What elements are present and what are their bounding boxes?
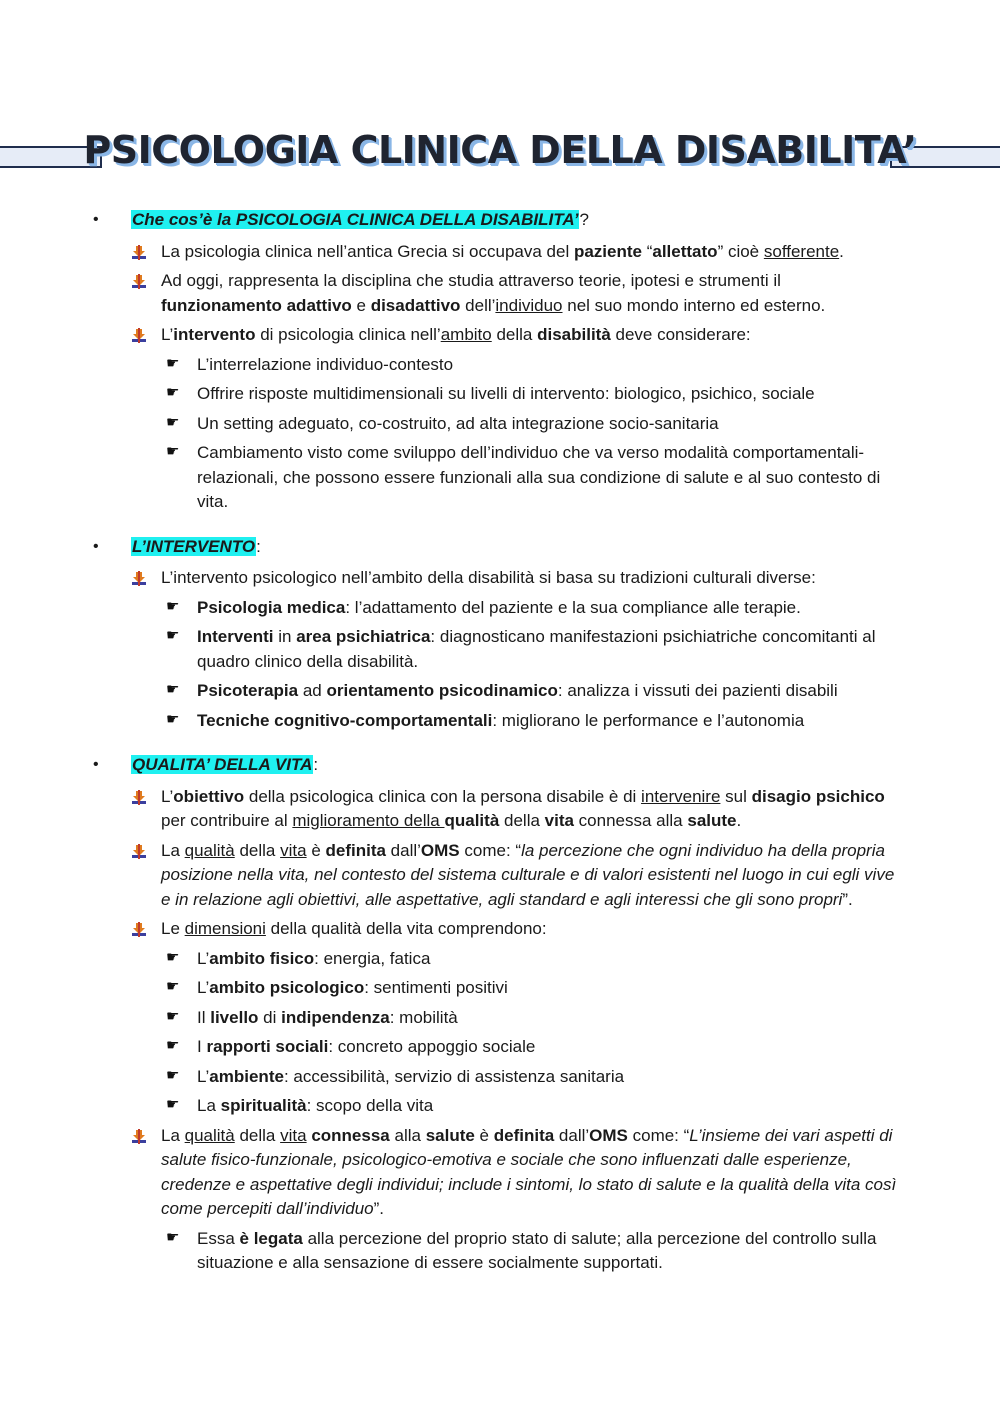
text-run: ”. (842, 889, 853, 909)
bold-text: è legata (239, 1228, 303, 1248)
pointing-hand-icon: ☛ (166, 710, 180, 728)
text-run: della (234, 840, 281, 860)
text-run: ad (298, 681, 327, 700)
bold-text: disabilità (537, 325, 611, 344)
text-run: Le (161, 919, 185, 938)
bold-text: OMS (589, 1125, 628, 1145)
bold-text: funzionamento adattivo (161, 295, 352, 315)
text-run: La psicologia clinica nell’antica Grecia si occupava del (161, 241, 574, 261)
bold-text: Psicoterapia (197, 681, 299, 700)
underlined-text: vita (280, 840, 307, 860)
text-run: “ (641, 241, 653, 261)
bold-text: Interventi (197, 627, 274, 646)
bullet-dot-icon: • (93, 211, 99, 228)
underlined-text: vita (280, 1125, 307, 1145)
text-run: connessa alla (573, 811, 688, 830)
list-item (0, 1124, 1000, 1222)
text-run: dall’ (385, 840, 421, 860)
list-item (0, 785, 1000, 834)
bold-text: livello (210, 1007, 259, 1027)
arrow-bullet-icon (131, 245, 147, 261)
list-item (0, 269, 1000, 318)
text-run: L’ (197, 1066, 210, 1086)
list-item (0, 566, 1000, 591)
sub-list-item (0, 412, 1000, 437)
section-heading (0, 208, 1000, 233)
text-run: . (839, 241, 844, 261)
text-run: alla (389, 1125, 426, 1145)
arrow-bullet-icon (131, 571, 147, 587)
text-run: L’interrelazione individuo-contesto (197, 354, 454, 374)
text-run: : energia, fatica (314, 948, 431, 968)
section (0, 208, 1000, 515)
pointing-hand-icon: ☛ (166, 627, 180, 644)
text-run: La (161, 840, 185, 860)
bold-text: Tecniche cognitivo-comportamentali (197, 710, 493, 730)
page-title: PSICOLOGIA CLINICA DELLA DISABILITA’ (83, 128, 917, 172)
text-run: . (736, 811, 742, 830)
arrow-bullet-icon (131, 274, 147, 290)
text-run: come: “ (459, 840, 522, 860)
heading-suffix: ? (579, 210, 589, 229)
sub-list-item (0, 1227, 1000, 1276)
heading-suffix: : (313, 755, 319, 774)
text-run: di (258, 1007, 282, 1027)
bold-text: OMS (420, 840, 460, 860)
bold-text: qualità (444, 811, 500, 830)
sub-list-item (0, 976, 1000, 1001)
text-run: dall’ (554, 1125, 590, 1145)
underlined-text: qualità (184, 840, 235, 860)
pointing-hand-icon: ☛ (166, 1228, 180, 1246)
bold-text: disagio psichico (751, 786, 885, 806)
text-run: della psicologica clinica con la persona disabile è di (244, 786, 642, 806)
pointing-hand-icon: ☛ (166, 1007, 180, 1025)
text-run: è (474, 1125, 494, 1145)
sub-list-item (0, 1065, 1000, 1090)
text-run: della qualità della vita comprendono: (265, 919, 547, 938)
pointing-hand-icon: ☛ (166, 978, 180, 995)
section-heading (0, 535, 1000, 560)
underlined-text: miglioramento della (292, 811, 445, 830)
text-run: : concreto appoggio sociale (328, 1037, 536, 1056)
text-run: alla percezione del proprio stato di salute; alla percezione del controllo sulla situazione e alla sensazione di essere socialmente supportati. (197, 1228, 877, 1272)
arrow-bullet-icon (131, 1129, 147, 1145)
text-run: Ad oggi, rappresenta la disciplina che studia attraverso teorie, ipotesi e strumenti il (161, 271, 781, 290)
pointing-hand-icon: ☛ (166, 597, 180, 615)
bold-text: indipendenza (281, 1007, 390, 1027)
bold-text: rapporti sociali (206, 1037, 329, 1056)
italic-quote-text: la percezione che ogni individuo ha della propria posizione nella vita, nel contesto del sistema culturale e di valori esistenti nel luogo in cui egli vive e in relazione agli obiettivi, alle aspettative, agli standard e agli interessi che gli sono propri (161, 840, 895, 909)
text-run: della (499, 811, 545, 830)
text-run: : migliorano le performance e l’autonomia (492, 710, 805, 730)
text-run: nel suo mondo interno ed esterno. (562, 295, 826, 315)
bold-text: ambito fisico (209, 948, 315, 968)
arrow-bullet-icon (131, 844, 147, 860)
underlined-text: dimensioni (184, 919, 266, 938)
text-run: è (306, 840, 326, 860)
text-run: : l’adattamento del paziente e la sua compliance alle terapie. (345, 597, 801, 617)
bold-text: salute (425, 1125, 475, 1145)
bold-text: Psicologia medica (197, 597, 346, 617)
text-run: dell’ (460, 295, 496, 315)
underlined-text: ambito (440, 325, 492, 344)
bullet-dot-icon: • (93, 537, 99, 555)
section (0, 753, 1000, 1276)
text-run: della (234, 1125, 281, 1145)
underlined-text: sofferente (763, 241, 840, 261)
text-run: per contribuire al (161, 811, 293, 830)
section-heading (0, 753, 1000, 778)
text-run: I (197, 1037, 207, 1056)
bullet-dot-icon: • (93, 756, 99, 773)
text-run: : accessibilità, servizio di assistenza sanitaria (283, 1066, 625, 1086)
text-run: L’intervento psicologico nell’ambito della disabilità si basa su tradizioni culturali diverse: (161, 568, 816, 587)
arrow-bullet-icon (131, 328, 147, 344)
sub-list-item (0, 441, 1000, 515)
text-run: della (491, 325, 538, 344)
text-run: Essa (197, 1228, 240, 1248)
heading-suffix: : (256, 536, 261, 556)
text-run: L’ (197, 948, 210, 968)
sub-list-item (0, 709, 1000, 734)
bold-text: area psichiatrica (296, 627, 431, 646)
list-item (0, 839, 1000, 913)
arrow-bullet-icon (131, 790, 147, 806)
bold-text: connessa (311, 1125, 390, 1145)
underlined-text: qualità (184, 1125, 235, 1145)
pointing-hand-icon: ☛ (166, 948, 180, 966)
bold-text: orientamento psicodinamico (326, 681, 558, 700)
pointing-hand-icon: ☛ (166, 384, 180, 401)
underlined-text: individuo (495, 295, 563, 315)
list-item (0, 323, 1000, 348)
highlighted-heading-text: L’INTERVENTO (132, 536, 256, 556)
text-run: ”. (373, 1199, 385, 1218)
bold-text: spiritualità (220, 1096, 307, 1115)
text-run: : mobilità (389, 1007, 458, 1027)
italic-quote-text: L’insieme dei vari aspetti di salute fisico-funzionale, psicologico-emotiva e sociale che sono influenzati dalle esperienze, credenze e aspettative degli individui; include i sintomi, lo stato di salute e la qualità della vita così come percepiti dall’individuo (161, 1125, 897, 1218)
bold-text: paziente (573, 241, 642, 261)
section (0, 535, 1000, 734)
sub-list-item (0, 1035, 1000, 1060)
document-body (0, 208, 1000, 1296)
text-run: L’ (161, 786, 174, 806)
text-run: di psicologia clinica nell’ (255, 325, 441, 344)
sub-list-item (0, 353, 1000, 378)
sub-list-item (0, 382, 1000, 407)
text-run: in (273, 627, 297, 646)
text-run: : diagnosticano manifestazioni psichiatriche concomitanti al quadro clinico della disabilità. (197, 627, 876, 671)
text-run: ” cioè (717, 241, 764, 261)
sub-list-item (0, 596, 1000, 621)
bold-text: salute (687, 811, 737, 830)
text-run: : scopo della vita (306, 1096, 434, 1115)
bold-text: allettato (652, 241, 718, 261)
arrow-bullet-icon (131, 922, 147, 938)
text-run: : sentimenti positivi (364, 978, 508, 997)
sub-list-item (0, 679, 1000, 704)
bold-text: disadattivo (370, 295, 461, 315)
text-run: Il (197, 1007, 211, 1027)
bold-text: obiettivo (173, 786, 245, 806)
text-run: La (161, 1125, 185, 1145)
text-run: Offrire risposte multidimensionali su livelli di intervento: biologico, psichico, sociale (197, 384, 815, 403)
pointing-hand-icon: ☛ (166, 1037, 180, 1054)
pointing-hand-icon: ☛ (166, 443, 180, 460)
text-run: : analizza i vissuti dei pazienti disabili (557, 681, 838, 700)
highlighted-heading-text: Che cos’è la PSICOLOGIA CLINICA DELLA DISABILITA’ (132, 210, 579, 229)
text-run: come: “ (627, 1125, 690, 1145)
bold-text: ambito psicologico (209, 978, 365, 997)
pointing-hand-icon: ☛ (166, 354, 180, 372)
text-run: L’ (161, 325, 174, 344)
text-run: Un setting adeguato, co-costruito, ad alta integrazione socio-sanitaria (197, 413, 719, 433)
bold-text: vita (544, 811, 574, 830)
sub-list-item (0, 947, 1000, 972)
bold-text: definita (493, 1125, 555, 1145)
pointing-hand-icon: ☛ (166, 1096, 180, 1113)
list-item (0, 240, 1000, 265)
text-run: La (197, 1096, 221, 1115)
text-run: L’ (197, 978, 210, 997)
bold-text: intervento (173, 325, 256, 344)
pointing-hand-icon: ☛ (166, 681, 180, 698)
text-run: e (351, 295, 371, 315)
pointing-hand-icon: ☛ (166, 413, 180, 431)
list-item (0, 917, 1000, 942)
text-run: deve considerare: (610, 325, 751, 344)
sub-list-item (0, 625, 1000, 674)
highlighted-heading-text: QUALITA’ DELLA VITA (132, 755, 313, 774)
bold-text: definita (325, 840, 386, 860)
text-run: Cambiamento visto come sviluppo dell’individuo che va verso modalità comportamentali-relazionali, che possono essere funzionali alla sua condizione di salute e al suo contesto di vita. (197, 443, 881, 511)
bold-text: ambiente (209, 1066, 284, 1086)
underlined-text: intervenire (641, 786, 721, 806)
sub-list-item (0, 1006, 1000, 1031)
sub-list-item (0, 1094, 1000, 1119)
pointing-hand-icon: ☛ (166, 1066, 180, 1084)
text-run: sul (720, 786, 752, 806)
